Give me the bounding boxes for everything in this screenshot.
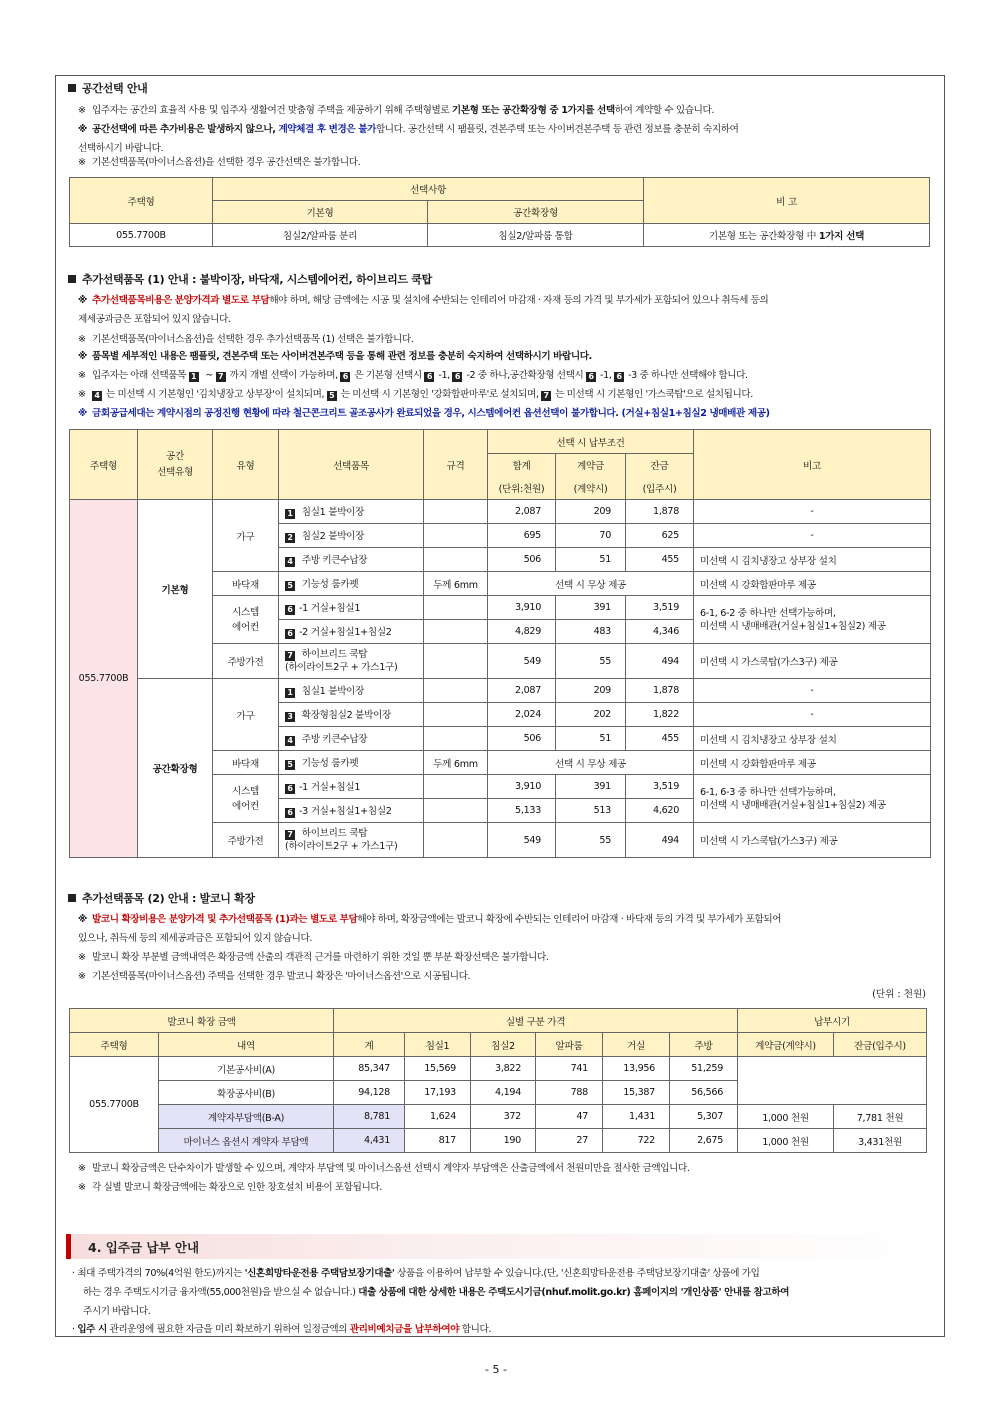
table-cell: 침실2/알파룸 통합 <box>428 224 644 247</box>
table-cell: 6-1, 6-2 중 하나만 선택가능하며, 미선택 시 냉매배관(거실+침실1+침실2) 제공 <box>694 596 931 644</box>
square-bullet-icon <box>68 894 76 902</box>
note-line: 있으나, 취득세 등의 제세공과금은 포함되어 있지 않습니다. <box>78 933 313 944</box>
table-cell: 055.7700B <box>70 500 138 858</box>
options-1-table: 주택형 공간 선택유형 유형 선택품목 규격 선택 시 납부조건 비고 합계 계약금 잔금 (단위:천원) (계약시) (입주시) 055.7700B 기본형 가구 1 침실1 붙박이장 2,087 209 1,878 - 2 침실2 붙박이장 695 70 625 - 4 주방 키큰수납장 506 51 455 미선택 시 김치냉장고 상부장 설치 바닥재 5 기능성 룸카펫 두께 6mm 선택 시 무상 제공 미선택 시 강화합판마루 제공 시스템 에어컨 6 -1 거실+침실1 3,910 391 3,519 6-1, 6-2 중 하나만 선택가능하며, 미선택 시 냉매배관(거실+침실1+침실2) 제공 6 -2 거실+침실1+침실2 4,829 483 4,346 주방가전 7 하이브리드 쿡탑 (하이라이트2구 + 가스1구) 549 55 494 미선택 시 가스쿡탑(가스3구) 제공 공간확장형 가구 1 침실1 붙박이장 2,087 209 1,878 - 3 확장형침실2 붙박이장 2,024 202 1,822 - 4 주방 키큰수납장 506 51 455 미선택 시 김치냉장고 상부장 설치 바닥재 5 기능성 룸카펫 두께 6mm 선택 시 무상 제공 미선택 시 강화합판마루 제공 시스템 에어컨 6 -1 거실+침실1 3,910 391 3,519 6-1, 6-3 중 하나만 선택가능하며, 미선택 시 냉매배관(거실+침실1+침실2) 제공 6 -3 거실+침실1+침실2 5,133 513 4,620 주방가전 7 하이브리드 쿡탑 (하이라이트2구 + 가스1구) 549 55 494 미선택 시 가스쿡탑(가스3구) 제공 <box>69 429 931 858</box>
note-line: ※ 발코니 확장금액은 단수차이가 발생할 수 있으며, 계약자 부담액 및 마이너스옵션 선택시 계약자 부담액은 산출금액에서 천원미만을 절사한 금액입니다. <box>78 1159 928 1178</box>
balcony-table: 발코니 확장 금액 실별 구분 가격 납부시기 주택형 내역 계 침실1 침실2 알파룸 거실 주방 계약금(계약시) 잔금(입주시) 055.7700B 기본공사비(A) 85,347 15,569 3,822 741 13,956 51,259 확장공사비(B) 94,128 17,193 4,194 788 15,387 56,566 계약자부담액(B-A) 8,781 1,624 372 47 1,431 5,307 1,000 천원 7,781 천원 마이너스 옵션시 계약자 부담액 4,431 817 190 27 722 2,675 1,000 천원 3,431천원 <box>69 1008 927 1153</box>
table-cell: 바닥재 <box>213 751 279 775</box>
note-bullet-icon: ※ <box>78 389 86 400</box>
note-line: ※ 금회공급세대는 계약시점의 공정진행 현황에 따라 철근콘크리트 골조공사가 완료되었을 경우, 시스템에어컨 옵션선택이 불가합니다. (거실+침실1+침실2 냉매배관 제공) <box>78 404 928 423</box>
note-line: 선택하시기 바랍니다. <box>78 143 164 154</box>
header-cell: 실별 구분 가격 <box>334 1009 738 1033</box>
note-line: ※ 입주자는 공간의 효율적 사용 및 입주자 생활여건 맞춤형 주택을 제공하기 위해 주택형별로 기본형 또는 공간확장형 중 1가지를 선택하여 계약할 수 있습니다. <box>78 101 928 120</box>
header-cell: 잔금 <box>626 454 694 477</box>
table-cell: 침실2/알파룸 분리 <box>213 224 428 247</box>
table-cell: 가구 <box>213 500 279 572</box>
table-cell: 1 침실1 붙박이장 <box>279 500 424 524</box>
table-row: 계약자부담액(B-A) 8,781 1,624 372 47 1,431 5,307 1,000 천원 7,781 천원 <box>70 1105 927 1129</box>
table-cell: 6 -1 거실+침실1 <box>279 775 424 799</box>
note-line: ※ 발코니 확장 부분별 금액내역은 확장금액 산출의 객관적 근거를 마련하기 위한 것일 뿐 부분 확장선택은 불가합니다. <box>78 948 928 967</box>
header-cell: 선택 시 납부조건 <box>488 430 694 454</box>
note-bullet-icon: ※ <box>78 914 87 925</box>
table-cell: 가구 <box>213 679 279 751</box>
table-cell: 6 -1 거실+침실1 <box>279 596 424 620</box>
header-cell: 공간확장형 <box>428 201 644 224</box>
header-cell: 주택형 <box>70 430 138 500</box>
note-line: ※ 품목별 세부적인 내용은 팸플릿, 견본주택 또는 사이버견본주택 등을 통해 관련 정보를 충분히 숙지하여 선택하시기 바랍니다. <box>78 347 928 366</box>
section-heading-balcony: 추가선택품목 (2) 안내 : 발코니 확장 <box>68 890 255 906</box>
table-cell: 주방가전 <box>213 644 279 679</box>
header-cell: 기본형 <box>213 201 428 224</box>
note-line: ※ 발코니 확장비용은 분양가격 및 추가선택품목 (1)과는 별도로 부담해야 하며, 확장금액에는 발코니 확장에 수반되는 인테리어 마감재 · 바닥재 등의 가격 및 부가세가 포함되어 <box>78 910 928 929</box>
header-cell: (단위:천원) <box>488 477 556 500</box>
note-bullet-icon: ※ <box>78 952 86 963</box>
table-cell: 공간확장형 <box>138 679 213 858</box>
header-cell: 비고 <box>694 430 931 500</box>
note-bullet-icon: ※ <box>78 370 86 381</box>
table-cell: 6 -2 거실+침실1+침실2 <box>279 620 424 644</box>
number-badge-icon: 5 <box>327 391 337 401</box>
header-cell: (입주시) <box>626 477 694 500</box>
table-cell: 7 하이브리드 쿡탑 (하이라이트2구 + 가스1구) <box>279 644 424 679</box>
header-cell: 규격 <box>424 430 488 500</box>
unit-label: (단위 : 천원) <box>872 989 926 1000</box>
header-cell: 비 고 <box>644 178 930 224</box>
paragraph-line: · 입주 시 관리운영에 필요한 자금을 미리 확보하기 위하여 일정금액의 관리비예치금을 납부하여야 합니다. <box>72 1324 492 1335</box>
note-line: ※ 입주자는 아래 선택품목 1 ~ 7 까지 개별 선택이 가능하며, 6 은 기본형 선택시 6 -1, 6 -2 중 하나,공간확장형 선택시 6 -1, 6 -3 중 하나만 선택해야 합니다. <box>78 366 928 385</box>
table-cell: 바닥재 <box>213 572 279 596</box>
header-cell: 선택품목 <box>279 430 424 500</box>
table-cell: 4 주방 키큰수납장 <box>279 727 424 751</box>
table-cell: 055.7700B <box>70 224 213 247</box>
square-bullet-icon <box>68 275 76 283</box>
number-badge-icon: 6 <box>452 372 462 382</box>
note-bullet-icon: ※ <box>78 105 86 116</box>
note-line: 제세공과금은 포함되어 있지 않습니다. <box>78 314 231 325</box>
note-line: ※ 추가선택품목비용은 분양가격과 별도로 부담해야 하며, 해당 금액에는 시공 및 설치에 수반되는 인테리어 마감재 · 자재 등의 가격 및 부가세가 포함되어 있으나 취득세 등의 <box>78 291 928 310</box>
number-badge-icon: 6 <box>586 372 596 382</box>
note-bullet-icon: ※ <box>78 157 86 168</box>
square-bullet-icon <box>68 84 76 92</box>
note-bullet-icon: ※ <box>78 971 86 982</box>
number-badge-icon: 7 <box>216 372 226 382</box>
table-row: 확장공사비(B) 94,128 17,193 4,194 788 15,387 56,566 <box>70 1081 927 1105</box>
note-bullet-icon: ※ <box>78 295 87 306</box>
table-cell: 6-1, 6-3 중 하나만 선택가능하며, 미선택 시 냉매배관(거실+침실1+침실2) 제공 <box>694 775 931 823</box>
table-cell: 7 하이브리드 쿡탑 (하이라이트2구 + 가스1구) <box>279 823 424 858</box>
header-cell: 유형 <box>213 430 279 500</box>
number-badge-icon: 7 <box>541 391 551 401</box>
table-cell: 4 주방 키큰수납장 <box>279 548 424 572</box>
table-cell: 5 기능성 룸카펫 <box>279 572 424 596</box>
paragraph-line: 하는 경우 주택도시기금 융자액(55,000천원)을 받으실 수 없습니다.) 대출 상품에 대한 상세한 내용은 주택도시기금(nhuf.molit.go.kr) 홈페이지의 '개인상품' 안내를 참고하여 <box>83 1287 790 1298</box>
paragraph-line: · 최대 주택가격의 70%(4억원 한도)까지는 '신혼희망타운전용 주택담보장기대출' 상품을 이용하여 납부할 수 있습니다.(단, '신혼희망타운전용 주택담보장기대출' 상품에 가입 <box>72 1268 760 1279</box>
table-cell: 2 침실2 붙박이장 <box>279 524 424 548</box>
table-cell: 3 확장형침실2 붙박이장 <box>279 703 424 727</box>
table-row: 055.7700B 기본공사비(A) 85,347 15,569 3,822 741 13,956 51,259 <box>70 1057 927 1081</box>
note-line: ※ 기본선택품목(마이너스옵션)을 선택한 경우 공간선택은 불가합니다. <box>78 153 928 172</box>
note-bullet-icon: ※ <box>78 351 87 362</box>
page-number: - 5 - <box>485 1363 507 1376</box>
header-cell: 납부시기 <box>738 1009 927 1033</box>
note-bullet-icon: ※ <box>78 1163 86 1174</box>
header-cell: 주택형 <box>70 178 213 224</box>
header-cell: (계약시) <box>556 477 626 500</box>
number-badge-icon: 6 <box>614 372 624 382</box>
note-line: ※ 기본선택품목(마이너스옵션)을 선택한 경우 추가선택품목 (1) 선택은 불가합니다. <box>78 330 928 349</box>
header-cell: 발코니 확장 금액 <box>70 1009 334 1033</box>
space-selection-table <box>69 177 930 247</box>
note-bullet-icon: ※ <box>78 1182 86 1193</box>
section-heading-move-in-payment: 4. 입주금 납부 안내 <box>66 1234 928 1259</box>
note-line: ※ 4 는 미선택 시 기본형인 '김치냉장고 상부장'이 설치되며, 5 는 미선택 시 기본형인 '강화합판마루'로 설치되며, 7 는 미선택 시 기본형인 '가스쿡탑'으로 설치됩니다. <box>78 385 928 404</box>
header-cell: 선택사항 <box>213 178 644 201</box>
table-cell: 시스템 에어컨 <box>213 596 279 644</box>
table-cell: 시스템 에어컨 <box>213 775 279 823</box>
number-badge-icon: 6 <box>340 372 350 382</box>
table-cell: 5 기능성 룸카펫 <box>279 751 424 775</box>
paragraph-line: 주시기 바랍니다. <box>83 1306 151 1317</box>
table-row: 마이너스 옵션시 계약자 부담액 4,431 817 190 27 722 2,675 1,000 천원 3,431천원 <box>70 1129 927 1153</box>
table-cell: 주방가전 <box>213 823 279 858</box>
note-bullet-icon: ※ <box>78 334 86 345</box>
table-cell: 기본형 <box>138 500 213 679</box>
number-badge-icon: 4 <box>92 391 102 401</box>
section-heading-options-1: 추가선택품목 (1) 안내 : 붙박이장, 바닥재, 시스템에어컨, 하이브리드 쿡탑 <box>68 271 432 287</box>
table-cell: 1 침실1 붙박이장 <box>279 679 424 703</box>
header-cell: 합계 <box>488 454 556 477</box>
number-badge-icon: 6 <box>424 372 434 382</box>
number-badge-icon: 1 <box>189 372 199 382</box>
note-line: ※ 기본선택품목(마이너스옵션) 주택을 선택한 경우 발코니 확장은 '마이너스옵션'으로 시공됩니다. <box>78 967 928 986</box>
header-cell: 계약금 <box>556 454 626 477</box>
header-cell: 공간 선택유형 <box>138 430 213 500</box>
section-heading-space-selection: 공간선택 안내 <box>68 80 148 96</box>
note-line: ※ 각 실별 발코니 확장금액에는 확장으로 인한 창호설치 비용이 포함됩니다. <box>78 1178 928 1197</box>
note-bullet-icon: ※ <box>78 124 87 135</box>
table-cell: 기본형 또는 공간확장형 中 1가지 선택 <box>644 224 930 247</box>
note-line: ※ 공간선택에 따른 추가비용은 발생하지 않으나, 계약체결 후 변경은 불가합니다. 공간선택 시 팸플릿, 견본주택 또는 사이버견본주택 등 관련 정보를 충분히 숙지하여 <box>78 120 928 139</box>
table-cell: 6 -3 거실+침실1+침실2 <box>279 799 424 823</box>
note-bullet-icon: ※ <box>78 408 87 419</box>
